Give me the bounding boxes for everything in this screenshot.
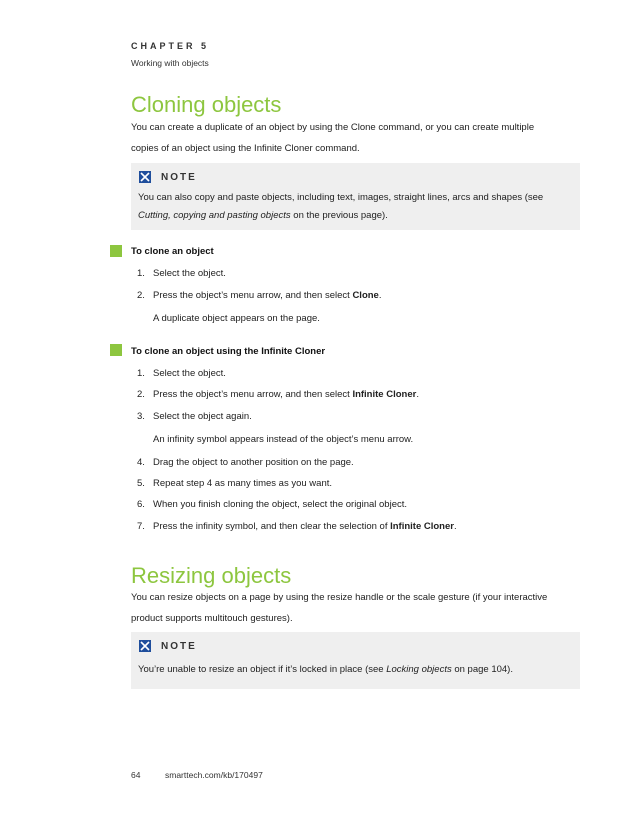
cloning-intro-line1: You can create a duplicate of an object by using the Clone command, or you can create multiple [131, 122, 535, 133]
resizing-intro-line2: product supports multitouch gestures). [131, 613, 293, 624]
cloning-intro [131, 117, 581, 159]
note-line1: You can also copy and paste objects, including text, images, straight lines, arcs and shapes (see [138, 192, 544, 203]
resizing-intro [131, 587, 581, 629]
step-item: 4. Drag the object to another position on the page. [137, 457, 354, 468]
note-label: NOTE [161, 640, 197, 652]
step-item: 6. When you finish cloning the object, select the original object. [137, 499, 408, 510]
step-item: 2. Press the object’s menu arrow, and then select Clone. [137, 290, 382, 301]
note-header [139, 640, 197, 652]
step-item: 2. Press the object’s menu arrow, and then select Infinite Cloner. [137, 389, 419, 400]
note-text [138, 189, 576, 225]
note-text: You’re unable to resize an object if it’s locked in place (see Locking objects on page 104). [138, 664, 513, 675]
section-title-cloning: Cloning objects [131, 92, 282, 117]
note-icon [139, 640, 151, 652]
step-result: A duplicate object appears on the page. [153, 313, 320, 324]
step-item: 3. Select the object again. [137, 411, 252, 422]
procedure-marker [110, 344, 122, 356]
note-box-cloning [131, 163, 580, 230]
step-item: 5. Repeat step 4 as many times as you want. [137, 478, 333, 489]
section-title-resizing: Resizing objects [131, 563, 292, 588]
chapter-subtitle: Working with objects [131, 58, 209, 68]
command-infinite-cloner: Infinite Cloner [352, 389, 417, 400]
note-link[interactable]: Cutting, copying and pasting objects [138, 210, 291, 221]
chapter-label: CHAPTER 5 [131, 41, 210, 51]
cloning-intro-line2: copies of an object using the Infinite Cloner command. [131, 143, 360, 154]
procedure-heading-clone: To clone an object [131, 246, 214, 257]
note-header [139, 171, 197, 183]
note-line2-rest: on the previous page). [290, 210, 388, 221]
note-box-resizing [131, 632, 580, 689]
note-label: NOTE [161, 171, 197, 183]
step-item: 1. Select the object. [137, 268, 226, 279]
note-line2 [138, 207, 576, 225]
resizing-intro-line1: You can resize objects on a page by using the resize handle or the scale gesture (if your interactive [131, 592, 548, 603]
step-result: An infinity symbol appears instead of the object’s menu arrow. [153, 434, 414, 445]
command-infinite-cloner: Infinite Cloner [390, 521, 454, 532]
procedure-heading-infinite-cloner: To clone an object using the Infinite Cloner [131, 346, 326, 357]
step-item: 7. Press the infinity symbol, and then clear the selection of Infinite Cloner. [137, 521, 457, 532]
page-number: 64 [131, 770, 141, 780]
footer-url[interactable]: smarttech.com/kb/170497 [165, 770, 263, 780]
step-item: 1. Select the object. [137, 368, 226, 379]
note-icon [139, 171, 151, 183]
note-link[interactable]: Locking objects [386, 664, 452, 675]
command-clone: Clone [352, 290, 379, 301]
procedure-marker [110, 245, 122, 257]
